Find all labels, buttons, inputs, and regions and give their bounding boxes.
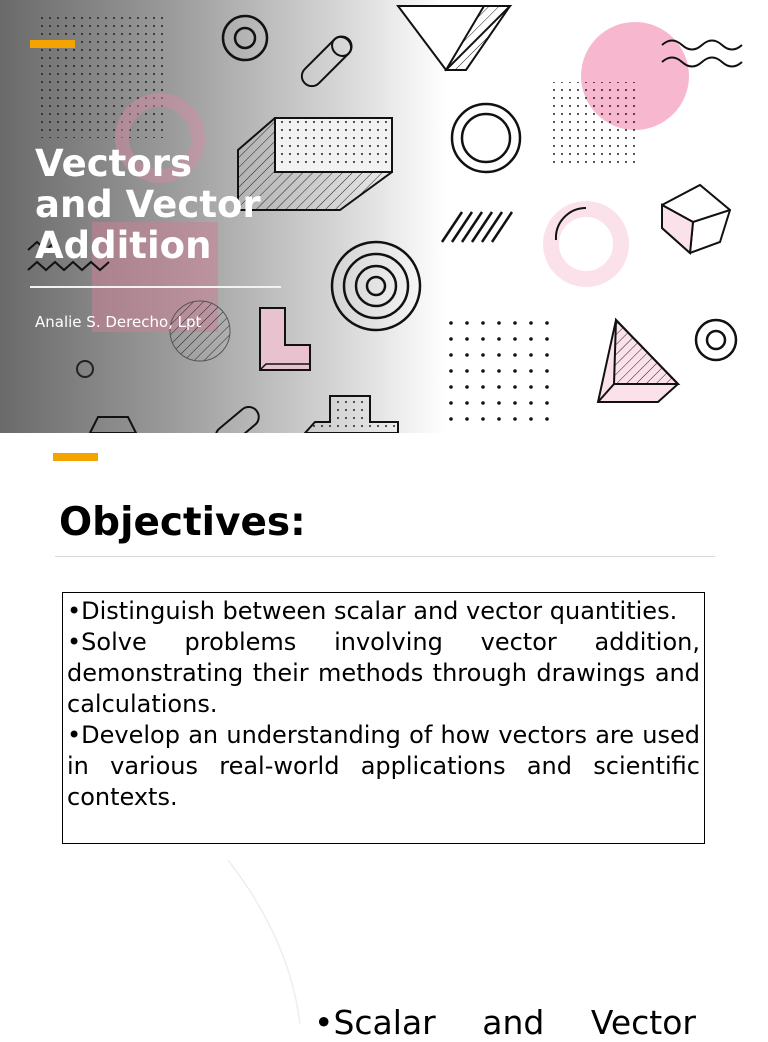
objective-item: •Distinguish between scalar and vector quantities. xyxy=(67,597,678,625)
accent-bar xyxy=(53,453,98,461)
title-line: Addition xyxy=(35,224,212,267)
large-dot-grid-shape xyxy=(444,312,556,422)
title-line: Vectors xyxy=(35,142,193,185)
objectives-heading: Objectives: xyxy=(59,500,306,545)
heading-divider xyxy=(55,556,715,557)
slide-title xyxy=(35,143,335,266)
title-line: and Vector xyxy=(35,183,261,226)
author-name: Analie S. Derecho, Lpt xyxy=(35,313,202,331)
title-slide xyxy=(0,0,768,433)
hatched-circle-shape xyxy=(170,301,230,361)
next-slide-bullet: •Scalar and Vector xyxy=(314,1003,696,1042)
dot-grid-shape xyxy=(40,14,166,138)
objectives-box xyxy=(62,592,705,844)
title-divider xyxy=(30,286,281,288)
objective-item: •Solve problems involving vector addition, demonstrating their methods through drawings and calculations. xyxy=(67,628,700,718)
decorative-arc xyxy=(0,860,320,1024)
accent-bar xyxy=(30,40,75,48)
objective-item: •Develop an understanding of how vectors are used in various real-world applications and scientific contexts. xyxy=(67,721,700,811)
